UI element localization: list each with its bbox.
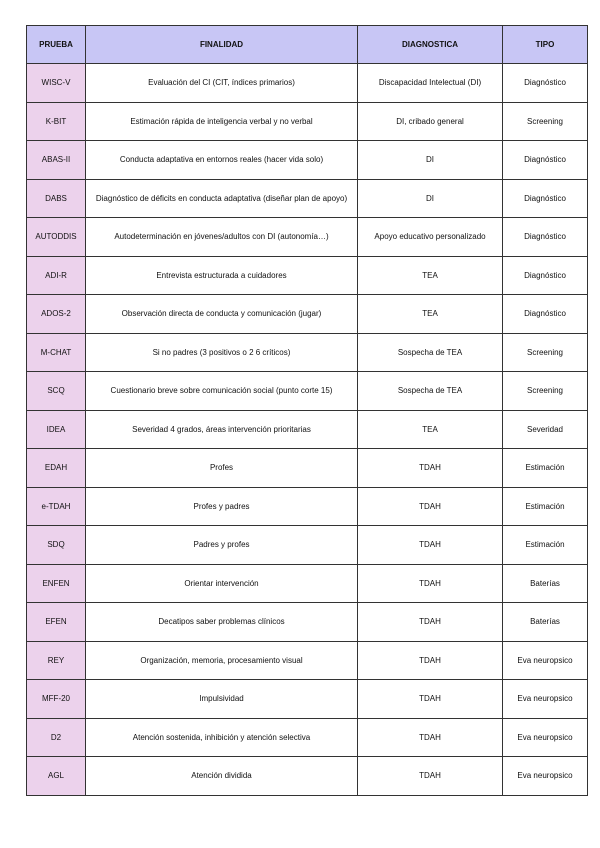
- table-row: [27, 487, 588, 526]
- cell-tipo: Baterías: [503, 603, 588, 642]
- cell-finalidad: Severidad 4 grados, áreas intervención prioritarias: [86, 410, 358, 449]
- cell-diagnostica: TDAH: [358, 680, 503, 719]
- cell-finalidad: Estimación rápida de inteligencia verbal y no verbal: [86, 102, 358, 141]
- table-row: [27, 526, 588, 565]
- cell-prueba: MFF-20: [27, 680, 86, 719]
- table-row: [27, 102, 588, 141]
- cell-diagnostica: TDAH: [358, 603, 503, 642]
- cell-diagnostica: TDAH: [358, 449, 503, 488]
- table-row: [27, 603, 588, 642]
- header-tipo: TIPO: [503, 26, 588, 64]
- table-row: [27, 718, 588, 757]
- table-row: [27, 64, 588, 103]
- cell-finalidad: Organización, memoria, procesamiento visual: [86, 641, 358, 680]
- cell-tipo: Diagnóstico: [503, 218, 588, 257]
- cell-tipo: Diagnóstico: [503, 141, 588, 180]
- cell-prueba: DABS: [27, 179, 86, 218]
- cell-tipo: Diagnóstico: [503, 179, 588, 218]
- cell-tipo: Eva neuropsico: [503, 718, 588, 757]
- cell-prueba: ADI-R: [27, 256, 86, 295]
- cell-prueba: D2: [27, 718, 86, 757]
- cell-prueba: SCQ: [27, 372, 86, 411]
- cell-prueba: M-CHAT: [27, 333, 86, 372]
- table-row: [27, 372, 588, 411]
- cell-finalidad: Si no padres (3 positivos o 2 6 críticos): [86, 333, 358, 372]
- cell-diagnostica: DI, cribado general: [358, 102, 503, 141]
- cell-diagnostica: DI: [358, 179, 503, 218]
- table-body: [27, 64, 588, 796]
- cell-diagnostica: Sospecha de TEA: [358, 333, 503, 372]
- table-row: [27, 641, 588, 680]
- table-row: [27, 680, 588, 719]
- table-row: [27, 410, 588, 449]
- cell-diagnostica: TEA: [358, 295, 503, 334]
- cell-tipo: Estimación: [503, 487, 588, 526]
- table-row: [27, 179, 588, 218]
- table-row: [27, 449, 588, 488]
- cell-tipo: Diagnóstico: [503, 64, 588, 103]
- header-prueba: PRUEBA: [27, 26, 86, 64]
- table-row: [27, 218, 588, 257]
- cell-diagnostica: TDAH: [358, 718, 503, 757]
- cell-finalidad: Conducta adaptativa en entornos reales (hacer vida solo): [86, 141, 358, 180]
- cell-tipo: Eva neuropsico: [503, 680, 588, 719]
- cell-finalidad: Observación directa de conducta y comunicación (jugar): [86, 295, 358, 334]
- cell-finalidad: Cuestionario breve sobre comunicación social (punto corte 15): [86, 372, 358, 411]
- cell-finalidad: Profes y padres: [86, 487, 358, 526]
- cell-tipo: Screening: [503, 102, 588, 141]
- cell-finalidad: Decatipos saber problemas clínicos: [86, 603, 358, 642]
- cell-tipo: Severidad: [503, 410, 588, 449]
- cell-prueba: WISC-V: [27, 64, 86, 103]
- cell-prueba: IDEA: [27, 410, 86, 449]
- cell-prueba: EDAH: [27, 449, 86, 488]
- tests-table: [26, 25, 588, 796]
- cell-tipo: Diagnóstico: [503, 295, 588, 334]
- cell-diagnostica: TDAH: [358, 757, 503, 796]
- cell-diagnostica: DI: [358, 141, 503, 180]
- table-row: [27, 256, 588, 295]
- cell-tipo: Screening: [503, 372, 588, 411]
- cell-prueba: REY: [27, 641, 86, 680]
- cell-prueba: e-TDAH: [27, 487, 86, 526]
- cell-diagnostica: Sospecha de TEA: [358, 372, 503, 411]
- cell-finalidad: Evaluación del CI (CIT, índices primarios): [86, 64, 358, 103]
- cell-tipo: Screening: [503, 333, 588, 372]
- cell-tipo: Diagnóstico: [503, 256, 588, 295]
- cell-diagnostica: Apoyo educativo personalizado: [358, 218, 503, 257]
- cell-finalidad: Impulsividad: [86, 680, 358, 719]
- cell-finalidad: Autodeterminación en jóvenes/adultos con DI (autonomía…): [86, 218, 358, 257]
- cell-prueba: K-BIT: [27, 102, 86, 141]
- header-row: [27, 26, 588, 64]
- cell-prueba: AGL: [27, 757, 86, 796]
- cell-prueba: SDQ: [27, 526, 86, 565]
- cell-diagnostica: TDAH: [358, 526, 503, 565]
- header-finalidad: FINALIDAD: [86, 26, 358, 64]
- cell-prueba: ADOS-2: [27, 295, 86, 334]
- cell-tipo: Baterías: [503, 564, 588, 603]
- cell-finalidad: Profes: [86, 449, 358, 488]
- table-row: [27, 757, 588, 796]
- cell-tipo: Estimación: [503, 449, 588, 488]
- table-row: [27, 295, 588, 334]
- cell-finalidad: Padres y profes: [86, 526, 358, 565]
- cell-tipo: Eva neuropsico: [503, 641, 588, 680]
- cell-diagnostica: Discapacidad Intelectual (DI): [358, 64, 503, 103]
- cell-diagnostica: TDAH: [358, 641, 503, 680]
- header-diagnostica: DIAGNOSTICA: [358, 26, 503, 64]
- table-row: [27, 141, 588, 180]
- cell-prueba: EFEN: [27, 603, 86, 642]
- table-row: [27, 564, 588, 603]
- cell-diagnostica: TEA: [358, 256, 503, 295]
- cell-finalidad: Orientar intervención: [86, 564, 358, 603]
- cell-tipo: Eva neuropsico: [503, 757, 588, 796]
- cell-diagnostica: TDAH: [358, 564, 503, 603]
- cell-tipo: Estimación: [503, 526, 588, 565]
- cell-finalidad: Entrevista estructurada a cuidadores: [86, 256, 358, 295]
- cell-finalidad: Diagnóstico de déficits en conducta adaptativa (diseñar plan de apoyo): [86, 179, 358, 218]
- cell-finalidad: Atención dividida: [86, 757, 358, 796]
- cell-prueba: AUTODDIS: [27, 218, 86, 257]
- cell-finalidad: Atención sostenida, inhibición y atención selectiva: [86, 718, 358, 757]
- cell-prueba: ABAS-II: [27, 141, 86, 180]
- cell-diagnostica: TDAH: [358, 487, 503, 526]
- cell-prueba: ENFEN: [27, 564, 86, 603]
- table-row: [27, 333, 588, 372]
- cell-diagnostica: TEA: [358, 410, 503, 449]
